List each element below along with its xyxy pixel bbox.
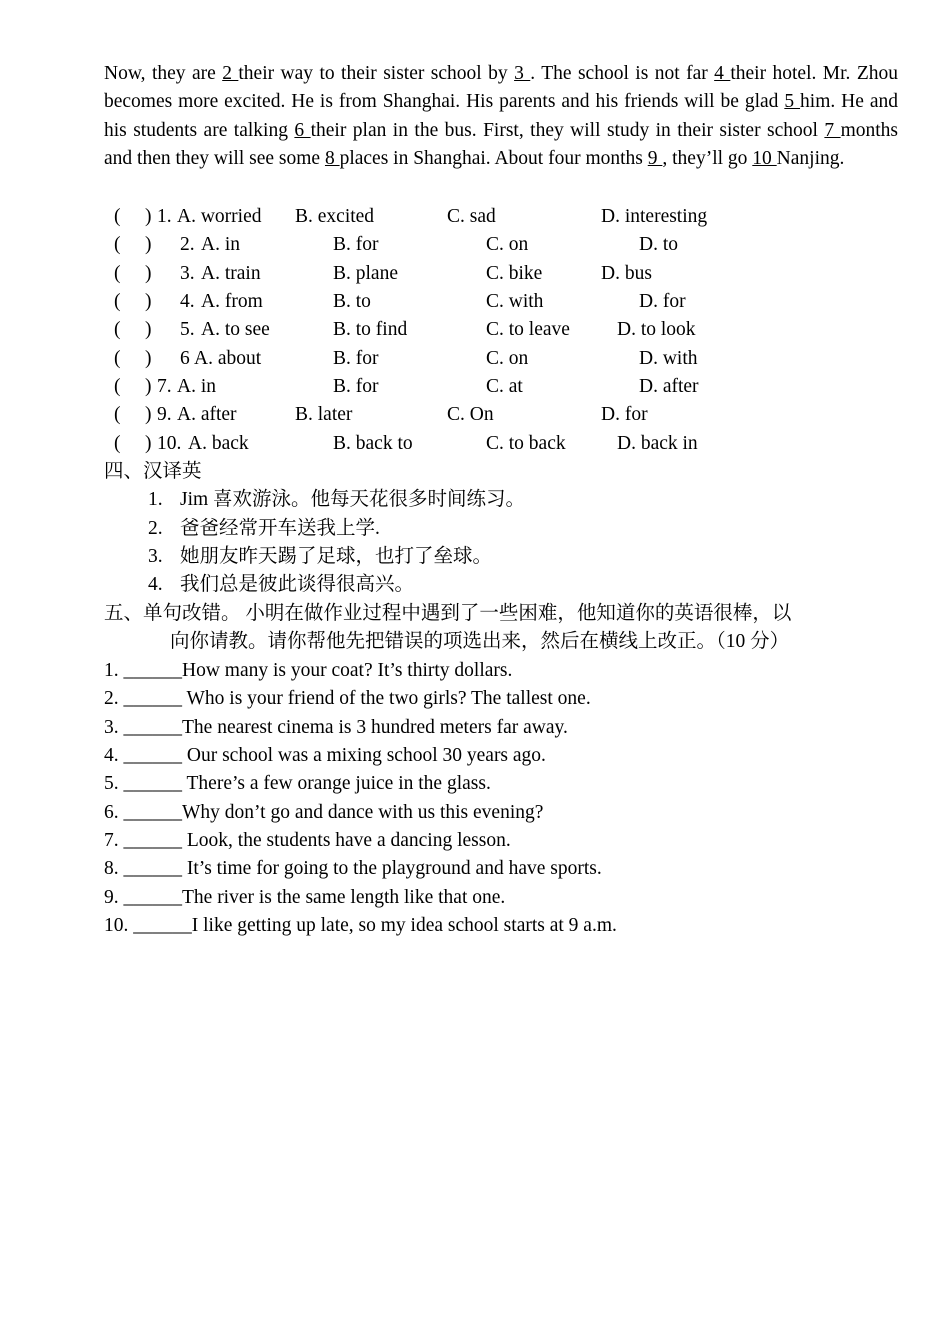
choice-row: [0, 345, 950, 373]
question-number: 7.: [157, 376, 172, 397]
item-text: 她朋友昨天踢了足球，也打了垒球。: [180, 546, 493, 567]
answer-paren-close: ): [145, 206, 152, 227]
answer-paren-open: (: [114, 234, 121, 255]
blank-2: 2: [222, 63, 239, 84]
option-c: C. with: [486, 291, 544, 312]
blank-4: 4: [714, 63, 731, 84]
answer-paren-open: (: [114, 319, 121, 340]
choice-row: [0, 203, 950, 231]
answer-paren-close: ): [145, 319, 152, 340]
option-b: B. for: [333, 348, 379, 369]
option-d: D. to look: [617, 319, 696, 340]
blank-6: 6: [294, 119, 311, 141]
item-text: Jim 喜欢游泳。他每天花很多时间练习。: [180, 489, 526, 510]
question-number: 6: [180, 348, 190, 369]
passage-text: Nanjing.: [776, 148, 845, 170]
choice-row: [0, 316, 950, 344]
option-c: C. On: [447, 404, 494, 425]
choice-row: [0, 288, 950, 316]
section-5-instructions: [104, 600, 904, 657]
option-c: C. sad: [447, 206, 496, 227]
translation-item: [148, 515, 380, 543]
option-c: C. bike: [486, 263, 543, 284]
option-b: B. plane: [333, 263, 398, 284]
answer-paren-close: ): [145, 291, 152, 312]
passage-text: months and then they will see some: [104, 119, 899, 170]
option-c: C. to back: [486, 433, 566, 454]
cloze-passage: [104, 60, 898, 174]
correction-item: 9. ______The river is the same length like that one.: [104, 887, 506, 908]
blank-5: 5: [784, 91, 801, 113]
blank-3: 3: [514, 63, 531, 84]
blank-8: 8: [324, 148, 340, 170]
question-number: 5.: [180, 319, 195, 340]
question-number: 4.: [180, 291, 195, 312]
question-number: 10.: [157, 433, 182, 454]
option-b: B. later: [295, 404, 353, 425]
question-number: 9.: [157, 404, 172, 425]
item-text: 我们总是彼此谈得很高兴。: [180, 574, 415, 595]
blank-9: 9: [647, 148, 663, 170]
correction-item: 6. ______Why don’t go and dance with us this evening?: [104, 802, 544, 823]
passage-text: , they’ll go: [662, 148, 753, 170]
option-a: A. worried: [177, 206, 262, 227]
answer-paren-open: (: [114, 206, 121, 227]
correction-item: 1. ______How many is your coat? It’s thirty dollars.: [104, 660, 513, 681]
answer-paren-open: (: [114, 376, 121, 397]
correction-item: 7. ______ Look, the students have a dancing lesson.: [104, 830, 511, 851]
translation-item: [148, 571, 414, 599]
option-d: D. to: [639, 234, 678, 255]
choice-row: [0, 231, 950, 259]
answer-paren-close: ): [145, 263, 152, 284]
passage-text: him. He and his students are talking: [104, 91, 899, 141]
option-a: A. in: [201, 234, 240, 255]
blank-10: 10: [752, 148, 777, 170]
answer-paren-open: (: [114, 263, 121, 284]
choice-row: [0, 373, 950, 401]
choice-row: [0, 401, 950, 429]
translation-item: [148, 486, 525, 514]
option-b: B. excited: [295, 206, 375, 227]
option-a: A. in: [177, 376, 216, 397]
option-b: B. for: [333, 376, 379, 397]
option-c: C. on: [486, 348, 529, 369]
correction-item: 3. ______The nearest cinema is 3 hundred meters far away.: [104, 717, 568, 738]
answer-paren-open: (: [114, 404, 121, 425]
item-number: 4.: [148, 574, 163, 595]
section-5-instruction-line: 向你请教。请你帮他先把错误的项选出来，然后在横线上改正。（10 分）: [170, 631, 790, 653]
option-d: D. back in: [617, 433, 698, 454]
option-b: B. for: [333, 234, 379, 255]
correction-item: 10. ______I like getting up late, so my idea school starts at 9 a.m.: [104, 915, 617, 936]
section-5-title: 五、单句改错。 小明在做作业过程中遇到了一些困难，他知道你的英语很棒，以: [104, 603, 792, 624]
option-b: B. to find: [333, 319, 408, 340]
correction-item: 5. ______ There’s a few orange juice in the glass.: [104, 773, 491, 794]
option-c: C. on: [486, 234, 529, 255]
option-a: A. train: [201, 263, 261, 284]
option-a: A. from: [201, 291, 263, 312]
question-number: 2.: [180, 234, 195, 255]
option-b: B. to: [333, 291, 371, 312]
passage-text: . The school is not far: [530, 63, 715, 84]
translation-item: [148, 543, 492, 571]
choice-row: [0, 430, 950, 458]
blank-7: 7: [824, 119, 841, 141]
option-c: C. at: [486, 376, 523, 397]
passage-text: their plan in the bus. First, they will study in their sister school: [310, 119, 825, 141]
option-d: D. for: [639, 291, 686, 312]
question-number: 1.: [157, 206, 172, 227]
option-a: A. to see: [201, 319, 270, 340]
option-a: A. about: [194, 348, 262, 369]
section-4-title: 四、汉译英: [104, 461, 202, 482]
item-number: 2.: [148, 518, 163, 539]
option-d: D. after: [639, 376, 699, 397]
option-d: D. for: [601, 404, 648, 425]
item-number: 1.: [148, 489, 163, 510]
option-c: C. to leave: [486, 319, 570, 340]
answer-paren-open: (: [114, 348, 121, 369]
correction-item: 2. ______ Who is your friend of the two girls? The tallest one.: [104, 688, 591, 709]
answer-paren-open: (: [114, 291, 121, 312]
correction-item: 8. ______ It’s time for going to the playground and have sports.: [104, 858, 602, 879]
passage-text: places in Shanghai. About four months: [339, 148, 648, 170]
choice-row: [0, 260, 950, 288]
answer-paren-close: ): [145, 348, 152, 369]
option-a: A. back: [188, 433, 249, 454]
passage-text: Now, they are: [104, 63, 223, 84]
option-b: B. back to: [333, 433, 413, 454]
answer-paren-close: ): [145, 376, 152, 397]
passage-text: their hotel. Mr. Zhou becomes more excited. He is from Shanghai. His parents and his friends will be glad: [104, 63, 899, 113]
answer-paren-open: (: [114, 433, 121, 454]
option-d: D. with: [639, 348, 698, 369]
option-a: A. after: [177, 404, 237, 425]
answer-paren-close: ): [145, 404, 152, 425]
correction-item: 4. ______ Our school was a mixing school 30 years ago.: [104, 745, 546, 766]
item-number: 3.: [148, 546, 163, 567]
answer-paren-close: ): [145, 433, 152, 454]
item-text: 爸爸经常开车送我上学.: [180, 518, 380, 539]
answer-paren-close: ): [145, 234, 152, 255]
question-number: 3.: [180, 263, 195, 284]
option-d: D. interesting: [601, 206, 708, 227]
passage-text: their way to their sister school by: [238, 63, 515, 84]
option-d: D. bus: [601, 263, 652, 284]
